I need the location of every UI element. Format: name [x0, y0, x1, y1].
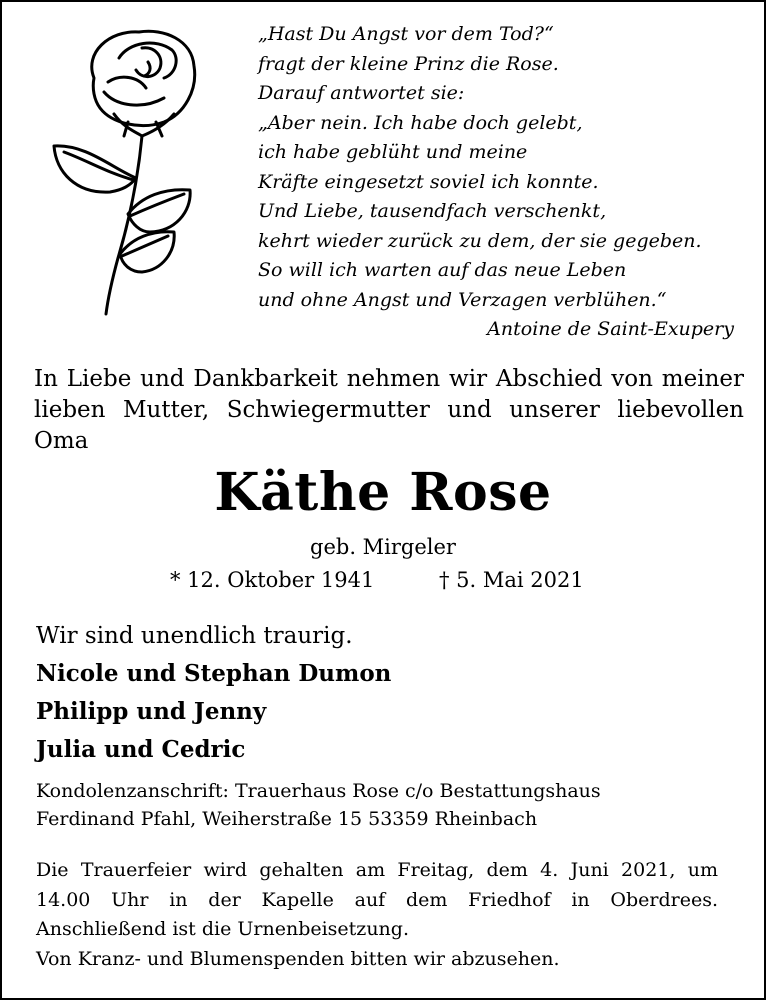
poem-line: Darauf antwortet sie: [258, 82, 465, 104]
poem-line: fragt der kleine Prinz die Rose. [258, 52, 559, 75]
poem-line: „Aber nein. Ich habe doch gelebt, [258, 111, 583, 134]
birth-date: * 12. Oktober 1941 [170, 568, 375, 592]
mourners-lead: Wir sind unendlich traurig. [36, 623, 353, 649]
poem-line: So will ich warten auf das neue Leben [258, 259, 627, 281]
mourner-name: Julia und Cedric [36, 736, 246, 763]
poem-line: kehrt wieder zurück zu dem, der sie gegeben. [258, 229, 702, 252]
service-line: Von Kranz- und Blumenspenden bitten wir abzusehen. [36, 947, 560, 970]
intro-text [34, 364, 744, 457]
poem [258, 20, 738, 345]
poem-line: und ohne Angst und Verzagen verblühen.“ [258, 288, 667, 311]
service-info [36, 856, 718, 974]
poem-line: ich habe geblüht und meine [258, 141, 528, 163]
service-line: Anschließend ist die Urnenbeisetzung. [36, 918, 409, 940]
poem-line: „Hast Du Angst vor dem Tod?“ [258, 23, 554, 45]
mourners [36, 617, 736, 769]
intro-line: lieben Mutter, Schwiegermutter und unserer liebevollen Oma [34, 397, 744, 454]
service-line: Die Trauerfeier wird gehalten am Freitag, dem 4. Juni 2021, um [36, 859, 718, 881]
rose-icon [24, 18, 254, 318]
poem-author: Antoine de Saint-Exupery [487, 318, 734, 340]
mourner-name: Nicole und Stephan Dumon [36, 660, 392, 687]
intro-line: In Liebe und Dankbarkeit nehmen wir Abschied von meiner [34, 366, 744, 392]
address-line: Kondolenzanschrift: Trauerhaus Rose c/o Bestattungshaus [36, 780, 601, 802]
deceased-name: Käthe Rose [214, 462, 552, 523]
birth-name: geb. Mirgeler [310, 535, 456, 559]
death-date: † 5. Mai 2021 [439, 568, 584, 592]
address-line: Ferdinand Pfahl, Weiherstraße 15 53359 Rheinbach [36, 808, 538, 830]
mourner-name: Philipp und Jenny [36, 698, 267, 725]
poem-line: Kräfte eingesetzt soviel ich konnte. [258, 170, 599, 193]
poem-line: Und Liebe, tausendfach verschenkt, [258, 200, 607, 222]
condolence-address [36, 777, 736, 833]
service-line: 14.00 Uhr in der Kapelle auf dem Friedhof in Oberdrees. [36, 888, 718, 911]
